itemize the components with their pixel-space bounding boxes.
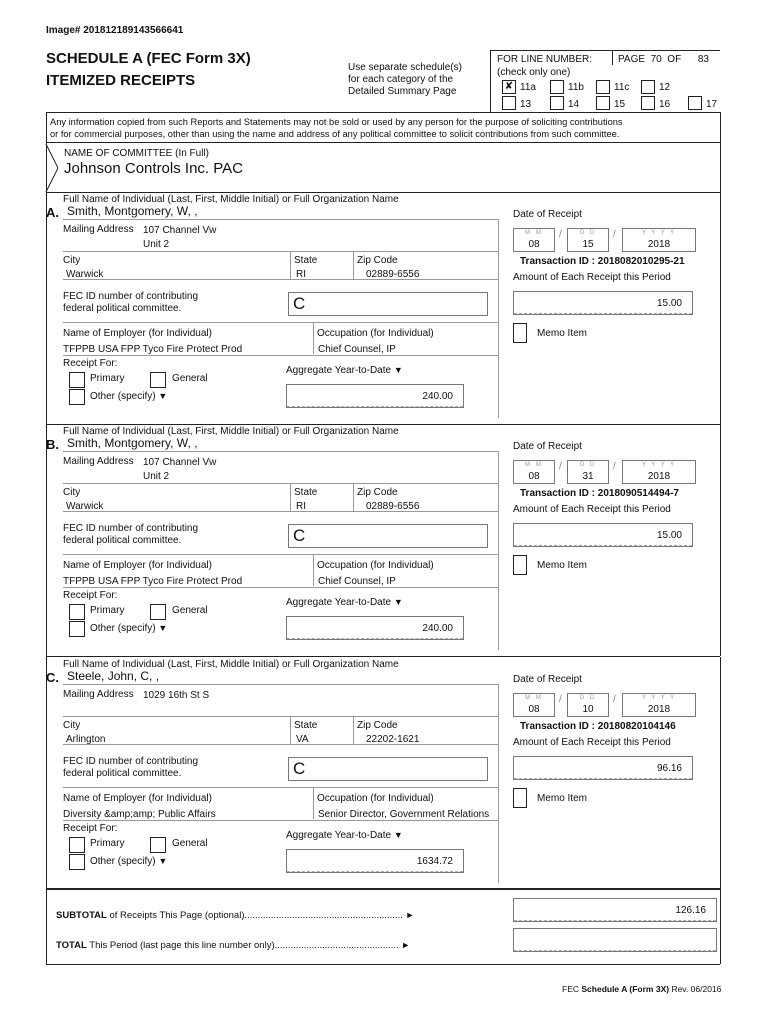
line-11c-checkbox[interactable] [596,80,610,94]
city-label: City [63,255,81,266]
occupation-label: Occupation (for Individual) [317,328,434,339]
transaction-id: Transaction ID : 20180820104146 [520,721,676,732]
fec-id-label-1: FEC ID number of contributing [63,523,199,534]
state-label: State [294,255,318,266]
receipt-day: 31 [582,471,594,482]
memo-item-label: Memo Item [537,560,588,571]
aggregate-label: Aggregate Year-to-Date ▼ [286,597,403,608]
subtotal-amount-box[interactable] [513,898,717,922]
entry-letter: A. [46,205,59,220]
primary-checkbox[interactable] [69,372,85,388]
check-only-one-label: (check only one) [497,67,571,78]
line-11c-label: 11c [614,82,630,93]
mailing-address-label: Mailing Address [63,224,134,235]
fec-id-label-1: FEC ID number of contributing [63,291,199,302]
amount-label: Amount of Each Receipt this Period [513,504,671,515]
amount-label: Amount of Each Receipt this Period [513,737,671,748]
line-14-checkbox[interactable] [550,96,564,110]
receipt-day-field[interactable]: D D 15 [567,228,609,252]
contributor-name[interactable]: Steele, John, C, , [67,669,160,683]
employer-value[interactable]: Diversity &amp;amp; Public Affairs [63,809,216,820]
receipt-for-label: Receipt For: [63,590,118,601]
occupation-label: Occupation (for Individual) [317,560,434,571]
mailing-address-label: Mailing Address [63,689,134,700]
occupation-value[interactable]: Chief Counsel, IP [318,344,396,355]
fec-id-field[interactable]: C [288,757,488,781]
employer-value[interactable]: TFPPB USA FPP Tyco Fire Protect Prod [63,576,243,587]
employer-value[interactable]: TFPPB USA FPP Tyco Fire Protect Prod [63,344,243,355]
schedule-title: SCHEDULE A (FEC Form 3X) [46,50,251,67]
occupation-value[interactable]: Senior Director, Government Relations [318,809,490,820]
receipt-month-field[interactable]: M M 08 [513,693,555,717]
amount-value: 96.16 [656,763,682,774]
fec-id-label-1: FEC ID number of contributing [63,756,199,767]
line-11b-checkbox[interactable] [550,80,564,94]
zip-label: Zip Code [357,487,398,498]
receipt-month-field[interactable]: M M 08 [513,228,555,252]
receipt-month: 08 [528,704,540,715]
page-total: 83 [697,54,709,65]
zip-label: Zip Code [357,255,398,266]
line-11b-label: 11b [568,82,584,93]
employer-label: Name of Employer (for Individual) [63,328,212,339]
entry-letter: C. [46,670,59,685]
transaction-id: Transaction ID : 2018090514494-7 [520,488,679,499]
amount-field[interactable] [513,756,693,780]
committee-label: NAME OF COMMITTEE (In Full) [64,148,209,159]
general-label: General [172,838,208,849]
other-label: Other (specify) ▼ [90,623,168,634]
aggregate-field[interactable] [286,849,464,873]
other-label: Other (specify) ▼ [90,856,168,867]
usage-notice: Any information copied from such Reports and Statements may not be sold or used by any person for the purpose of soliciting contributions or for commercial purposes, other than using the name and address of any political committee to solicit contributions from such committee. [50,117,623,139]
amount-value: 15.00 [656,530,682,541]
city-value[interactable]: Warwick [66,501,104,512]
address-line2[interactable]: Unit 2 [143,471,170,482]
receipt-month-field[interactable]: M M 08 [513,460,555,484]
receipt-year: 2018 [647,239,671,250]
committee-name: Johnson Controls Inc. PAC [64,160,243,177]
address-line1[interactable]: 107 Channel Vw [143,225,217,236]
city-label: City [63,720,81,731]
fec-id-label-2: federal political committee. [63,768,182,779]
line-17-checkbox[interactable] [688,96,702,110]
line-16-label: 16 [659,99,671,110]
primary-checkbox[interactable] [69,604,85,620]
date-of-receipt-label: Date of Receipt [513,674,582,685]
fec-id-field[interactable]: C [288,524,488,548]
general-label: General [172,605,208,616]
subtotal-value: 126.16 [675,905,706,916]
primary-label: Primary [90,838,125,849]
aggregate-field[interactable] [286,384,464,408]
line-13-label: 13 [520,99,532,110]
fec-id-label-2: federal political committee. [63,535,182,546]
city-value[interactable]: Warwick [66,269,104,280]
other-label: Other (specify) ▼ [90,391,168,402]
address-line1[interactable]: 1029 16th St S [143,690,210,701]
state-label: State [294,720,318,731]
occupation-value[interactable]: Chief Counsel, IP [318,576,396,587]
other-checkbox[interactable] [69,621,85,637]
line-14-label: 14 [568,99,580,110]
state-value[interactable]: RI [296,501,306,512]
line-12-label: 12 [659,82,671,93]
primary-label: Primary [90,605,125,616]
image-id-label: Image# 201812189143566641 [46,25,184,36]
general-checkbox[interactable] [150,372,166,388]
entry-letter: B. [46,437,59,452]
address-line1[interactable]: 107 Channel Vw [143,457,217,468]
receipt-for-label: Receipt For: [63,823,118,834]
receipt-year: 2018 [647,704,671,715]
contributor-name[interactable]: Smith, Montgomery, W, , [67,436,198,450]
memo-item-checkbox[interactable] [513,323,527,343]
fec-id-field[interactable]: C [288,292,488,316]
date-of-receipt-label: Date of Receipt [513,209,582,220]
state-label: State [294,487,318,498]
transaction-id: Transaction ID : 2018082010295-21 [520,256,685,267]
employer-label: Name of Employer (for Individual) [63,560,212,571]
aggregate-label: Aggregate Year-to-Date ▼ [286,365,403,376]
memo-item-label: Memo Item [537,328,588,339]
amount-label: Amount of Each Receipt this Period [513,272,671,283]
aggregate-value: 1634.72 [416,856,453,867]
line-11a-checkbox[interactable]: ✘ [502,80,516,94]
line-11a-label: 11a [520,82,536,93]
aggregate-label: Aggregate Year-to-Date ▼ [286,830,403,841]
memo-item-checkbox[interactable] [513,555,527,575]
line-12-checkbox[interactable] [641,80,655,94]
primary-checkbox[interactable] [69,837,85,853]
receipt-year-field[interactable]: Y Y Y Y 2018 [622,693,696,717]
page-indicator: PAGE 70 OF 83 [618,54,709,65]
zip-label: Zip Code [357,720,398,731]
receipt-month: 08 [528,239,540,250]
occupation-label: Occupation (for Individual) [317,793,434,804]
line-17-label: 17 [706,99,718,110]
full-name-label: Full Name of Individual (Last, First, Middle Initial) or Full Organization Name [63,194,399,205]
state-value[interactable]: RI [296,269,306,280]
date-of-receipt-label: Date of Receipt [513,441,582,452]
employer-label: Name of Employer (for Individual) [63,793,212,804]
aggregate-value: 240.00 [422,391,453,402]
committee-bracket-icon [44,142,60,194]
line-13-checkbox[interactable] [502,96,516,110]
full-name-label: Full Name of Individual (Last, First, Middle Initial) or Full Organization Name [63,659,399,670]
receipt-day: 15 [582,239,594,250]
amount-field[interactable] [513,291,693,315]
amount-value: 15.00 [656,298,682,309]
total-amount-box[interactable] [513,928,717,952]
general-checkbox[interactable] [150,837,166,853]
zip-value[interactable]: 02889-6556 [366,269,420,280]
receipt-year: 2018 [647,471,671,482]
line-16-checkbox[interactable] [641,96,655,110]
other-checkbox[interactable] [69,389,85,405]
receipt-day-field[interactable]: D D 10 [567,693,609,717]
memo-item-label: Memo Item [537,793,588,804]
receipt-day-field[interactable]: D D 31 [567,460,609,484]
page-number: 70 [650,54,662,65]
memo-item-checkbox[interactable] [513,788,527,808]
aggregate-field[interactable] [286,616,464,640]
general-checkbox[interactable] [150,604,166,620]
receipt-day: 10 [582,704,594,715]
zip-value[interactable]: 22202-1621 [366,734,420,745]
contributor-name[interactable]: Smith, Montgomery, W, , [67,204,198,218]
full-name-label: Full Name of Individual (Last, First, Middle Initial) or Full Organization Name [63,426,399,437]
address-line2[interactable]: Unit 2 [143,239,170,250]
line-number-label: FOR LINE NUMBER: [497,54,593,65]
city-value[interactable]: Arlington [66,734,106,745]
zip-value[interactable]: 02889-6556 [366,501,420,512]
schedule-subtitle: ITEMIZED RECEIPTS [46,72,196,89]
aggregate-value: 240.00 [422,623,453,634]
state-value[interactable]: VA [296,734,309,745]
line-15-label: 15 [614,99,626,110]
city-label: City [63,487,81,498]
receipt-year-field[interactable]: Y Y Y Y 2018 [622,460,696,484]
amount-field[interactable] [513,523,693,547]
general-label: General [172,373,208,384]
mailing-address-label: Mailing Address [63,456,134,467]
schedule-instructions: Use separate schedule(s) for each category of the Detailed Summary Page [348,62,462,97]
receipt-month: 08 [528,471,540,482]
subtotal-label: SUBTOTAL of Receipts This Page (optional)............................................................ ► [56,910,415,921]
other-checkbox[interactable] [69,854,85,870]
line-15-checkbox[interactable] [596,96,610,110]
form-footer: FEC Schedule A (Form 3X) Rev. 06/2016 [562,984,722,994]
total-label: TOTAL This Period (last page this line number only)............................................... ► [56,940,411,951]
fec-id-label-2: federal political committee. [63,303,182,314]
primary-label: Primary [90,373,125,384]
receipt-for-label: Receipt For: [63,358,118,369]
receipt-year-field[interactable]: Y Y Y Y 2018 [622,228,696,252]
